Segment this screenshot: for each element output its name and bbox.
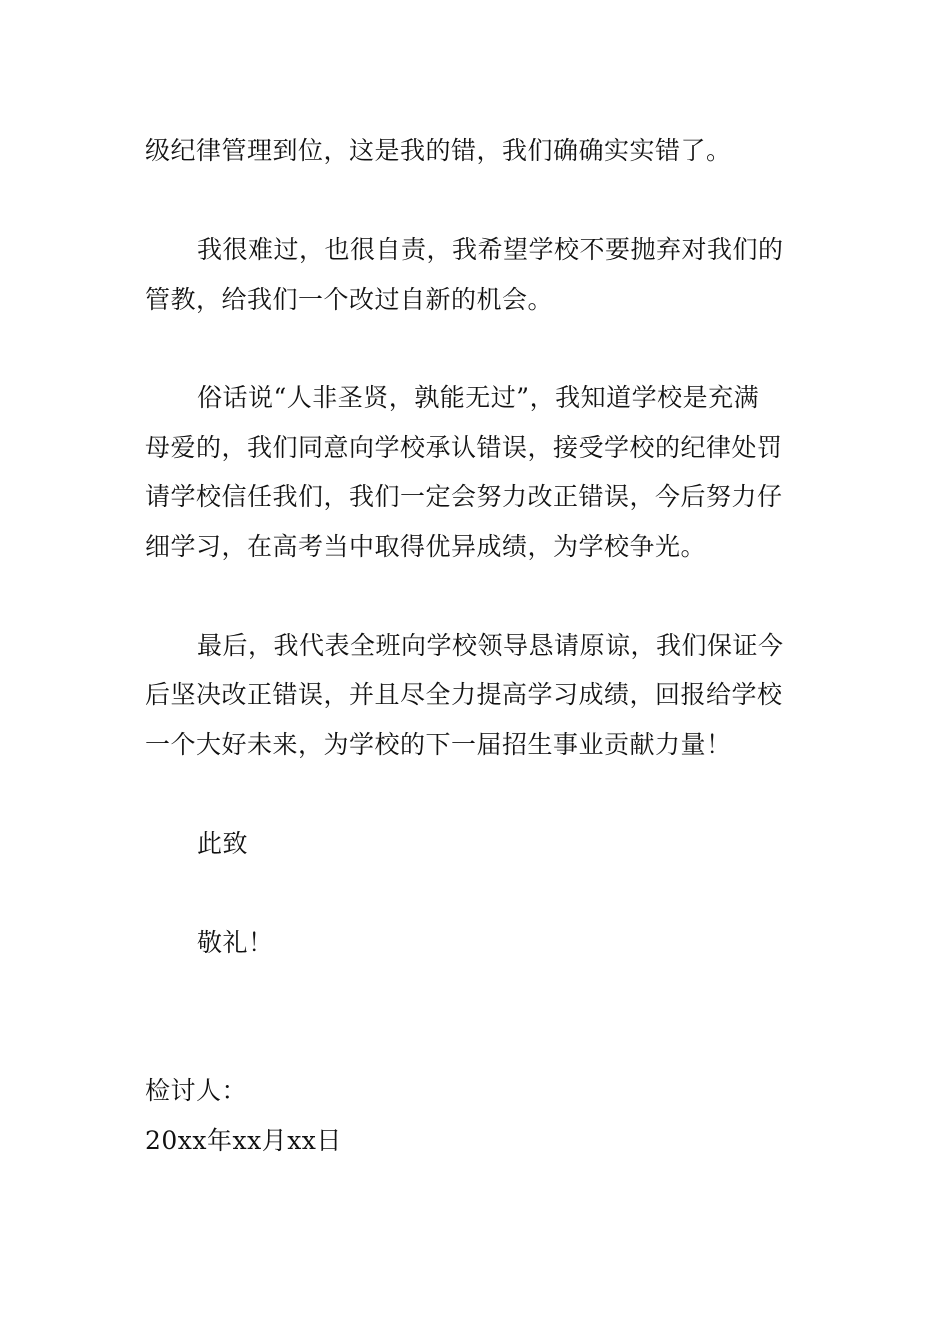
signer-label: 检讨人： — [145, 1076, 248, 1105]
paragraph-line: 后坚决改正错误，并且尽全力提高学习成绩，回报给学校 — [145, 680, 783, 709]
paragraph-line: 管教，给我们一个改过自新的机会。 — [145, 285, 554, 314]
paragraph-line: 请学校信任我们，我们一定会努力改正错误，今后努力仔 — [145, 482, 783, 511]
paragraph-line: 俗话说“人非圣贤，孰能无过”，我知道学校是充满 — [197, 383, 760, 412]
paragraph-line: 细学习，在高考当中取得优异成绩，为学校争光。 — [145, 532, 707, 561]
paragraph-line: 一个大好未来，为学校的下一届招生事业贡献力量！ — [145, 730, 732, 759]
paragraph-line: 最后，我代表全班向学校领导恳请原谅，我们保证今 — [197, 631, 784, 660]
paragraph-line: 级纪律管理到位，这是我的错，我们确确实实错了。 — [145, 136, 732, 165]
paragraph-line: 母爱的，我们同意向学校承认错误，接受学校的纪律处罚 — [145, 433, 783, 462]
closing-salutation: 此致 — [197, 829, 249, 858]
closing-regards: 敬礼！ — [197, 928, 274, 957]
signature-date: 20xx年xx月xx日 — [145, 1126, 342, 1155]
paragraph-line: 我很难过，也很自责，我希望学校不要抛弃对我们的 — [197, 235, 784, 264]
